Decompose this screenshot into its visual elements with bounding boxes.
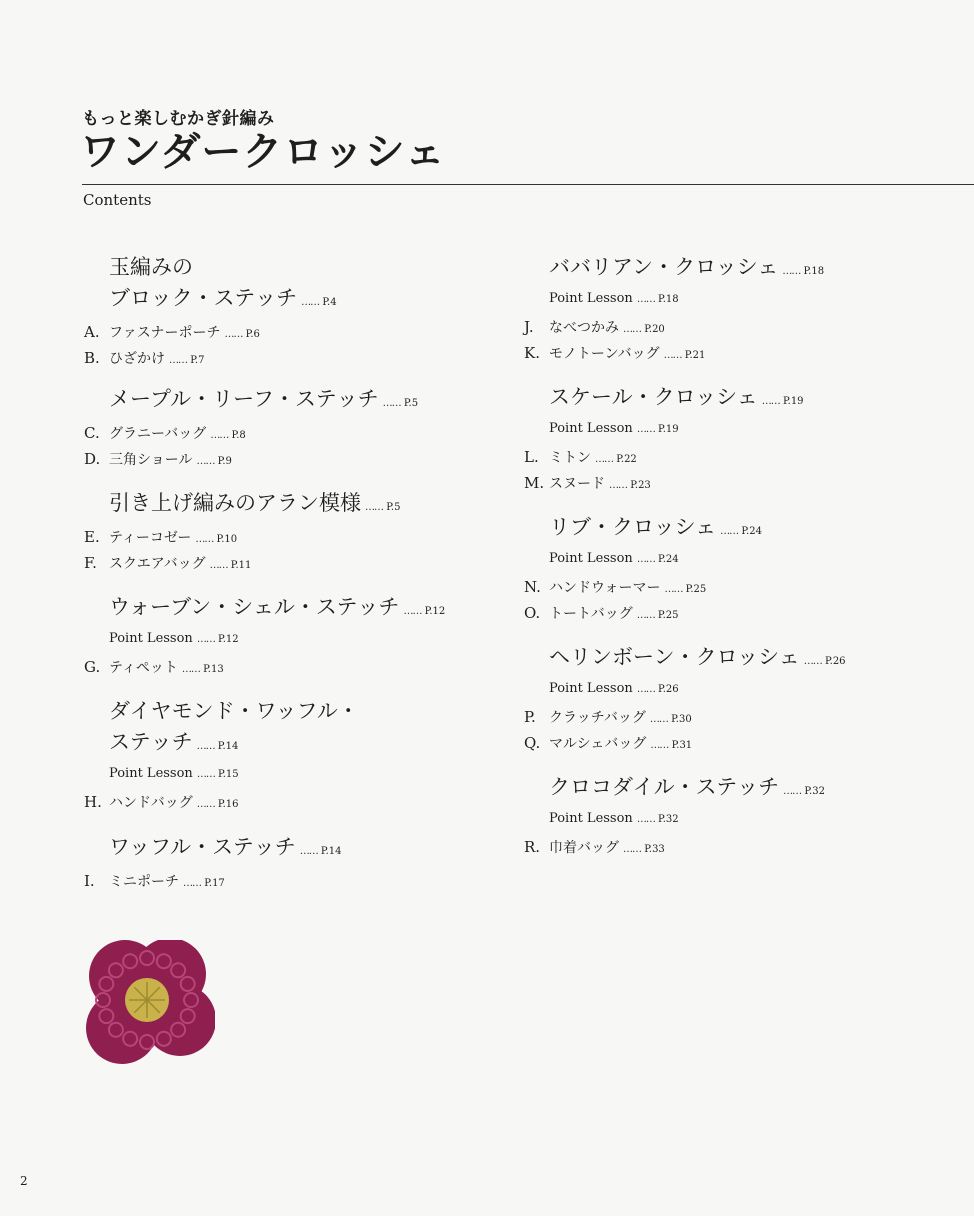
section-page-ref [301,297,336,308]
section-page-ref [783,786,825,797]
section-title[interactable] [524,252,824,287]
project-item[interactable] [524,733,846,759]
item-label: ひざかけ [109,351,165,367]
leader-dots: …… [636,424,655,435]
item-page-ref [196,456,231,467]
contents-section [84,696,359,818]
section-title-text: ババリアン・クロッシェ [549,255,779,279]
section-title-line [109,592,445,627]
leader-dots: …… [803,656,822,667]
contents-section [524,642,846,759]
project-item[interactable] [84,871,342,897]
leader-dots: …… [210,430,229,441]
page-ref: P.26 [658,684,679,695]
project-item[interactable] [84,792,359,818]
leader-dots: …… [636,610,655,621]
item-label: Point Lesson [549,681,633,696]
section-title-text: ステッチ [109,730,193,754]
page-number: 2 [20,1174,28,1188]
section-title-text: ウォーブン・シェル・ステッチ [109,595,400,619]
leader-dots: …… [650,740,669,751]
project-item[interactable] [84,348,337,374]
item-letter: M. [524,474,545,492]
item-page-ref [183,878,225,889]
item-page-ref [595,454,637,465]
leader-dots: …… [299,846,318,857]
item-label: グラニーバッグ [109,426,207,442]
project-item[interactable] [524,707,846,733]
page-ref: P.20 [644,324,665,335]
item-page-ref [637,684,679,695]
contents-section [524,512,762,629]
project-item[interactable] [524,343,824,369]
header-rule [82,184,974,185]
leader-dots: …… [169,355,187,366]
leader-dots: …… [403,606,422,617]
page-ref: P.32 [658,814,679,825]
contents-section [84,252,337,374]
section-title[interactable] [84,384,418,419]
section-title-line [109,384,418,419]
section-title-line [109,832,342,867]
page-ref: P.25 [657,610,679,621]
item-label: なべつかみ [549,320,619,336]
leader-dots: …… [183,878,201,889]
section-title-line: 玉編みの [109,255,193,279]
project-item[interactable] [524,317,824,343]
section-title-text: ワッフル・ステッチ [109,835,296,859]
page-ref: P.31 [671,740,693,751]
section-title-line [549,642,846,677]
section-title-text: リブ・クロッシェ [549,515,717,539]
item-label: 三角ショール [109,452,193,468]
leader-dots: …… [636,294,655,305]
page-ref: P.32 [804,786,825,797]
item-letter: I. [84,872,95,890]
page-ref: P.33 [644,844,665,855]
item-label: ハンドウォーマー [549,580,661,596]
item-page-ref [197,769,239,780]
item-label: Point Lesson [549,291,633,306]
project-item[interactable] [84,527,400,553]
point-lesson-item[interactable] [84,766,359,792]
point-lesson-item[interactable] [84,631,445,657]
leader-dots: …… [196,769,215,780]
page-ref: P.14 [217,741,239,752]
item-label: ファスナーポーチ [109,325,221,341]
item-page-ref [169,355,204,366]
page-ref: P.24 [658,554,679,565]
book-title: ワンダークロッシェ [80,129,446,175]
section-title-line [109,727,359,762]
item-page-ref [195,534,237,545]
section-title[interactable] [524,512,762,547]
item-label: クラッチバッグ [549,710,646,726]
item-page-ref [650,714,692,725]
item-letter: K. [524,344,540,362]
item-letter: B. [84,349,100,367]
item-letter: D. [84,450,101,468]
item-page-ref [210,430,245,441]
item-label: Point Lesson [549,421,633,436]
section-title-line [549,252,824,287]
item-letter: A. [84,323,100,341]
contents-section [84,832,342,897]
project-item[interactable] [84,553,400,579]
page-ref: P.19 [782,396,804,407]
section-page-ref [720,526,762,537]
page-ref: P.10 [216,534,238,545]
item-page-ref [637,610,679,621]
item-label: モノトーンバッグ [549,346,660,362]
project-item[interactable] [84,423,418,449]
leader-dots: …… [623,844,641,855]
crochet-flower-icon [80,940,215,1070]
page-ref: P.8 [231,430,246,441]
item-page-ref [224,329,259,340]
project-item[interactable] [84,322,337,348]
contents-label: Contents [83,191,152,209]
section-title-text: スケール・クロッシェ [549,385,758,409]
leader-dots: …… [720,526,739,537]
section-title[interactable] [524,772,825,807]
point-lesson-item[interactable] [524,421,804,447]
leader-dots: …… [595,454,613,465]
section-title[interactable] [524,382,804,417]
point-lesson-item[interactable] [524,291,824,317]
leader-dots: …… [209,560,228,571]
point-lesson-item[interactable] [524,681,846,707]
section-title[interactable] [84,696,359,762]
item-label: Point Lesson [109,631,193,646]
leader-dots: …… [301,297,320,308]
item-letter: L. [524,448,539,466]
section-page-ref [403,606,445,617]
item-page-ref [182,664,224,675]
item-label: ハンドバッグ [109,795,193,811]
item-label: ミトン [549,450,591,466]
page-ref: P.15 [218,769,239,780]
leader-dots: …… [623,324,641,335]
section-title-line: ダイヤモンド・ワッフル・ [109,699,359,723]
project-item[interactable] [524,603,762,629]
page-ref: P.23 [630,480,651,491]
section-page-ref [300,846,342,857]
page-ref: P.30 [671,714,692,725]
item-letter: J. [524,318,534,336]
item-page-ref [650,740,692,751]
section-page-ref [383,398,418,409]
section-title-text: ブロック・ステッチ [109,286,298,310]
page-ref: P.4 [322,297,337,308]
item-letter: H. [84,793,102,811]
project-item[interactable] [524,837,825,863]
leader-dots: …… [663,350,682,361]
leader-dots: …… [636,684,655,695]
leader-dots: …… [365,502,383,513]
page-ref: P.16 [217,799,239,810]
item-page-ref [623,324,665,335]
page-ref: P.5 [386,502,401,513]
item-label: ティーコゼー [109,530,192,546]
book-subtitle: もっと楽しむかぎ針編み [82,109,275,129]
section-title-line [109,283,337,318]
item-page-ref [609,480,651,491]
leader-dots: …… [181,664,200,675]
item-label: Point Lesson [109,766,193,781]
page-ref: P.5 [403,398,419,409]
section-title-line [549,382,804,417]
item-page-ref [664,350,706,361]
page-ref: P.25 [685,584,707,595]
item-letter: P. [524,708,536,726]
section-title[interactable] [84,252,337,318]
contents-section [84,592,445,683]
leader-dots: …… [664,584,683,595]
section-title-text: 引き上げ編みのアラン模様 [109,491,361,515]
section-title[interactable] [524,642,846,677]
section-title-text: メープル・リーフ・ステッチ [109,387,379,411]
page-ref: P.19 [658,424,679,435]
project-item[interactable] [524,473,804,499]
leader-dots: …… [196,799,215,810]
leader-dots: …… [196,741,215,752]
item-page-ref [197,634,239,645]
item-page-ref [637,814,679,825]
item-page-ref [637,424,679,435]
contents-section [84,384,418,475]
section-title[interactable] [84,832,342,867]
section-title-text: クロコダイル・ステッチ [549,775,780,799]
page-ref: P.18 [658,294,679,305]
page-ref: P.18 [803,266,825,277]
page-ref: P.24 [741,526,762,537]
item-letter: E. [84,528,100,546]
leader-dots: …… [649,714,668,725]
item-letter: G. [84,658,101,676]
section-title-text: ヘリンボーン・クロッシェ [549,645,800,669]
point-lesson-item[interactable] [524,551,762,577]
leader-dots: …… [609,480,627,491]
item-label: ティペット [109,660,178,676]
project-item[interactable] [524,447,804,473]
leader-dots: …… [636,554,655,565]
item-label: スヌード [549,476,605,492]
leader-dots: …… [761,396,780,407]
section-page-ref [762,396,804,407]
page-ref: P.21 [684,350,706,361]
page-ref: P.26 [824,656,846,667]
point-lesson-item[interactable] [524,811,825,837]
section-page-ref [197,741,239,752]
contents-section [84,488,400,579]
page-ref: P.12 [218,634,239,645]
item-letter: R. [524,838,541,856]
leader-dots: …… [636,814,655,825]
page-ref: P.22 [616,454,637,465]
item-letter: Q. [524,734,541,752]
contents-section [524,772,825,863]
leader-dots: …… [224,329,243,340]
item-letter: O. [524,604,541,622]
item-letter: N. [524,578,541,596]
item-label: トートバッグ [549,606,633,622]
item-page-ref [210,560,252,571]
item-page-ref [623,844,665,855]
section-title-line [549,772,825,807]
page-ref: P.13 [203,664,224,675]
leader-dots: …… [783,786,802,797]
item-page-ref [197,799,239,810]
contents-section [524,382,804,499]
project-item[interactable] [84,449,418,475]
page-ref: P.11 [230,560,252,571]
item-letter: C. [84,424,100,442]
item-page-ref [637,294,679,305]
item-label: Point Lesson [549,811,633,826]
item-page-ref [637,554,679,565]
leader-dots: …… [195,534,214,545]
page-ref: P.12 [424,606,446,617]
item-letter: F. [84,554,97,572]
leader-dots: …… [782,266,801,277]
section-title[interactable] [84,592,445,627]
leader-dots: …… [196,634,215,645]
item-label: Point Lesson [549,551,633,566]
section-page-ref [365,502,400,513]
page-ref: P.14 [320,846,342,857]
section-title[interactable] [84,488,400,523]
item-label: 巾着バッグ [549,840,619,856]
page-ref: P.7 [190,355,205,366]
page-ref: P.9 [217,456,232,467]
item-label: ミニポーチ [109,874,179,890]
page-ref: P.6 [245,329,260,340]
section-page-ref [782,266,824,277]
section-page-ref [804,656,846,667]
leader-dots: …… [196,456,215,467]
item-page-ref [664,584,706,595]
contents-section [524,252,824,369]
section-title-line [549,512,762,547]
item-label: マルシェバッグ [549,736,647,752]
section-title-line [109,488,400,523]
project-item[interactable] [524,577,762,603]
project-item[interactable] [84,657,445,683]
item-label: スクエアバッグ [109,556,206,572]
page-ref: P.17 [204,878,225,889]
leader-dots: …… [382,398,401,409]
